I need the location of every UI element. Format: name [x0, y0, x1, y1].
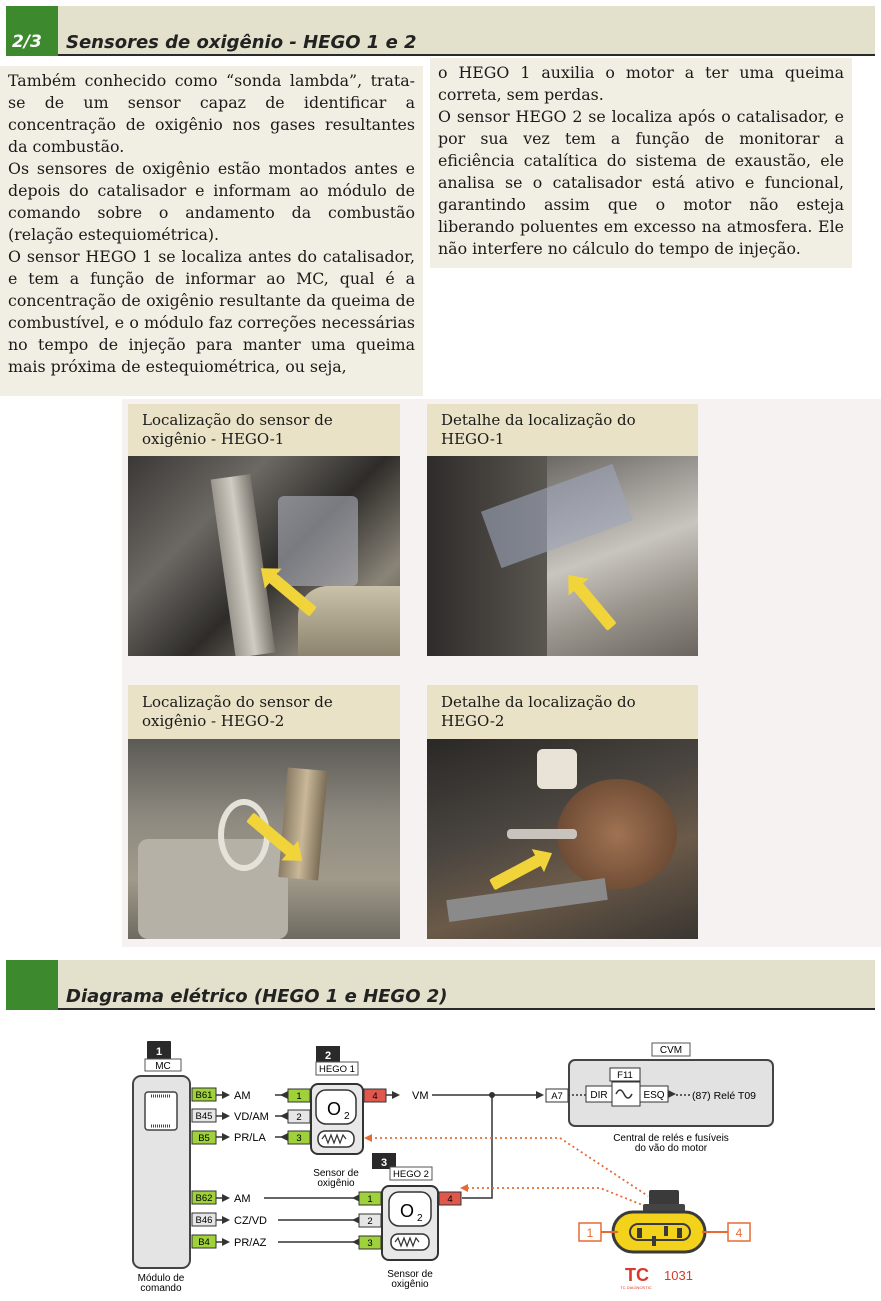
mc-pin	[192, 1109, 216, 1122]
svg-text:DIR: DIR	[590, 1090, 608, 1101]
svg-text:B5: B5	[198, 1133, 210, 1144]
intro-paragraph: O sensor HEGO 2 se localiza após o catalisador, e por sua vez tem a função de monitorar a eficiência catalítica do sistema de exaustão, ele analisa se o catalisador está ativo e funcional, garantindo assim que o motor não esteja liberando poluentes em excesso na atmosfera. Ele não interfere no cálculo do tempo de injeção.	[438, 107, 844, 258]
mc-label: comando	[140, 1283, 182, 1294]
svg-text:4: 4	[372, 1091, 378, 1102]
svg-text:TC: TC	[625, 1265, 649, 1285]
engine-photo	[128, 739, 400, 939]
svg-text:TC DIAGNOSTIC: TC DIAGNOSTIC	[620, 1285, 652, 1290]
sensor-pin	[288, 1131, 310, 1144]
photo-hego2-detail	[427, 685, 698, 939]
svg-text:2: 2	[296, 1112, 302, 1123]
intro-left-column	[0, 66, 423, 396]
sensor-pin	[359, 1192, 381, 1205]
sensor-pin	[288, 1089, 310, 1102]
svg-text:F11: F11	[617, 1070, 633, 1081]
svg-text:CVM: CVM	[659, 1045, 683, 1056]
sensor-pin	[364, 1089, 386, 1102]
mc-module	[133, 1041, 190, 1294]
o2-symbol: O	[326, 1099, 342, 1119]
intro-paragraph: o HEGO 1 auxilia o motor a ter uma queima correta, sem perdas.	[438, 63, 844, 104]
svg-text:3: 3	[380, 1157, 388, 1169]
o2-symbol: O	[399, 1201, 415, 1221]
photo-caption: Localização do sensor de oxigênio - HEGO-2	[128, 685, 400, 739]
photo-hego1-location	[128, 404, 400, 656]
wire-label: PR/AZ	[234, 1237, 267, 1249]
svg-text:4: 4	[735, 1226, 743, 1240]
intro-paragraph: O sensor HEGO 1 se localiza antes do catalisador, e tem a função de informar ao MC, qual é a concentração de oxigênio resultante da queima de combustível, e o módulo faz correções necessárias no tempo de injeção para manter uma queima mais próxima de estequiométrica, ou seja,	[8, 247, 415, 376]
pointer-arrow-icon	[489, 854, 542, 890]
section-title: Diagrama elétrico (HEGO 1 e HEGO 2)	[66, 986, 448, 1007]
section-title: Sensores de oxigênio - HEGO 1 e 2	[66, 32, 417, 53]
wire-label: CZ/VD	[234, 1215, 267, 1227]
mc-pin	[192, 1235, 216, 1248]
sensor-pin	[359, 1214, 381, 1227]
wire-label: AM	[234, 1193, 251, 1205]
svg-text:B62: B62	[195, 1193, 213, 1204]
svg-text:oxigênio: oxigênio	[391, 1279, 429, 1290]
section-header	[6, 960, 875, 1010]
sensor-pin	[359, 1236, 381, 1249]
svg-text:1: 1	[296, 1091, 302, 1102]
intro-paragraph: Também conhecido como “sonda lambda”, trata-se de um sensor capaz de identificar a concentração de oxigênio nos gases resultantes da combustão.	[8, 71, 415, 156]
wire-label: VM	[412, 1090, 429, 1102]
cvm-pin: A7	[551, 1091, 563, 1102]
svg-text:3: 3	[367, 1238, 373, 1249]
svg-text:4: 4	[447, 1194, 453, 1205]
section-number-badge	[6, 6, 58, 56]
section-number-badge	[6, 960, 58, 1010]
tc-logo	[620, 1265, 693, 1290]
svg-text:Sensor de: Sensor de	[313, 1168, 359, 1179]
photo-hego1-detail	[427, 404, 698, 656]
svg-text:(87) Relé T09: (87) Relé T09	[692, 1090, 757, 1102]
photo-caption: Localização do sensor de oxigênio - HEGO-1	[128, 404, 400, 456]
mc-pin	[192, 1191, 216, 1204]
section-header	[6, 6, 875, 56]
photo-caption: Detalhe da localização do HEGO-1	[427, 404, 698, 456]
wiring-diagram	[0, 1010, 881, 1301]
svg-text:2: 2	[417, 1213, 423, 1224]
svg-text:HEGO 1: HEGO 1	[319, 1064, 355, 1075]
svg-text:B61: B61	[195, 1090, 213, 1101]
svg-text:HEGO 2: HEGO 2	[393, 1169, 429, 1180]
svg-text:1: 1	[367, 1194, 373, 1205]
wire-label: AM	[234, 1090, 251, 1102]
mc-pin	[192, 1213, 216, 1226]
svg-text:ESQ: ESQ	[643, 1090, 665, 1101]
wire-label: VD/AM	[234, 1111, 269, 1123]
sensor-connector	[579, 1190, 750, 1252]
mc-label: Módulo de	[137, 1273, 185, 1284]
svg-text:1: 1	[586, 1226, 594, 1240]
svg-text:B4: B4	[198, 1237, 210, 1248]
intro-right-column	[430, 58, 852, 268]
svg-text:B45: B45	[195, 1111, 213, 1122]
mc-pin	[192, 1131, 216, 1144]
photo-caption: Detalhe da localização do HEGO-2	[427, 685, 698, 739]
svg-text:2: 2	[324, 1050, 332, 1062]
svg-text:Central de relés e fusíveis: Central de relés e fusíveis	[613, 1133, 729, 1144]
svg-text:oxigênio: oxigênio	[317, 1178, 355, 1189]
sensor-pin	[439, 1192, 461, 1205]
engine-photo	[427, 739, 698, 939]
sensor-pin	[288, 1110, 310, 1123]
mc-number: 1	[155, 1046, 163, 1058]
hego2-sensor	[372, 1153, 438, 1290]
wire-label: PR/LA	[234, 1132, 266, 1144]
hego1-sensor	[311, 1046, 363, 1189]
pointer-arrow-icon	[573, 582, 617, 631]
engine-photo	[128, 456, 400, 656]
svg-text:2: 2	[367, 1216, 373, 1227]
intro-paragraph: Os sensores de oxigênio estão montados antes e depois do catalisador e informam ao módulo de comando sobre o andamento da combustão (relação estequiométrica).	[8, 159, 415, 244]
svg-text:3: 3	[296, 1133, 302, 1144]
svg-text:do vão do motor: do vão do motor	[634, 1143, 708, 1154]
svg-text:B46: B46	[195, 1215, 213, 1226]
cvm-relay-box	[546, 1043, 773, 1154]
mc-pin	[192, 1088, 216, 1101]
diagram-code: 1031	[664, 1268, 693, 1283]
svg-text:2: 2	[344, 1111, 350, 1122]
engine-photo	[427, 456, 698, 656]
svg-text:Sensor de: Sensor de	[387, 1269, 433, 1280]
section-rule	[58, 54, 875, 56]
section-number: 2/3	[12, 32, 42, 52]
mc-tag: MC	[155, 1061, 171, 1072]
photo-hego2-location	[128, 685, 400, 939]
